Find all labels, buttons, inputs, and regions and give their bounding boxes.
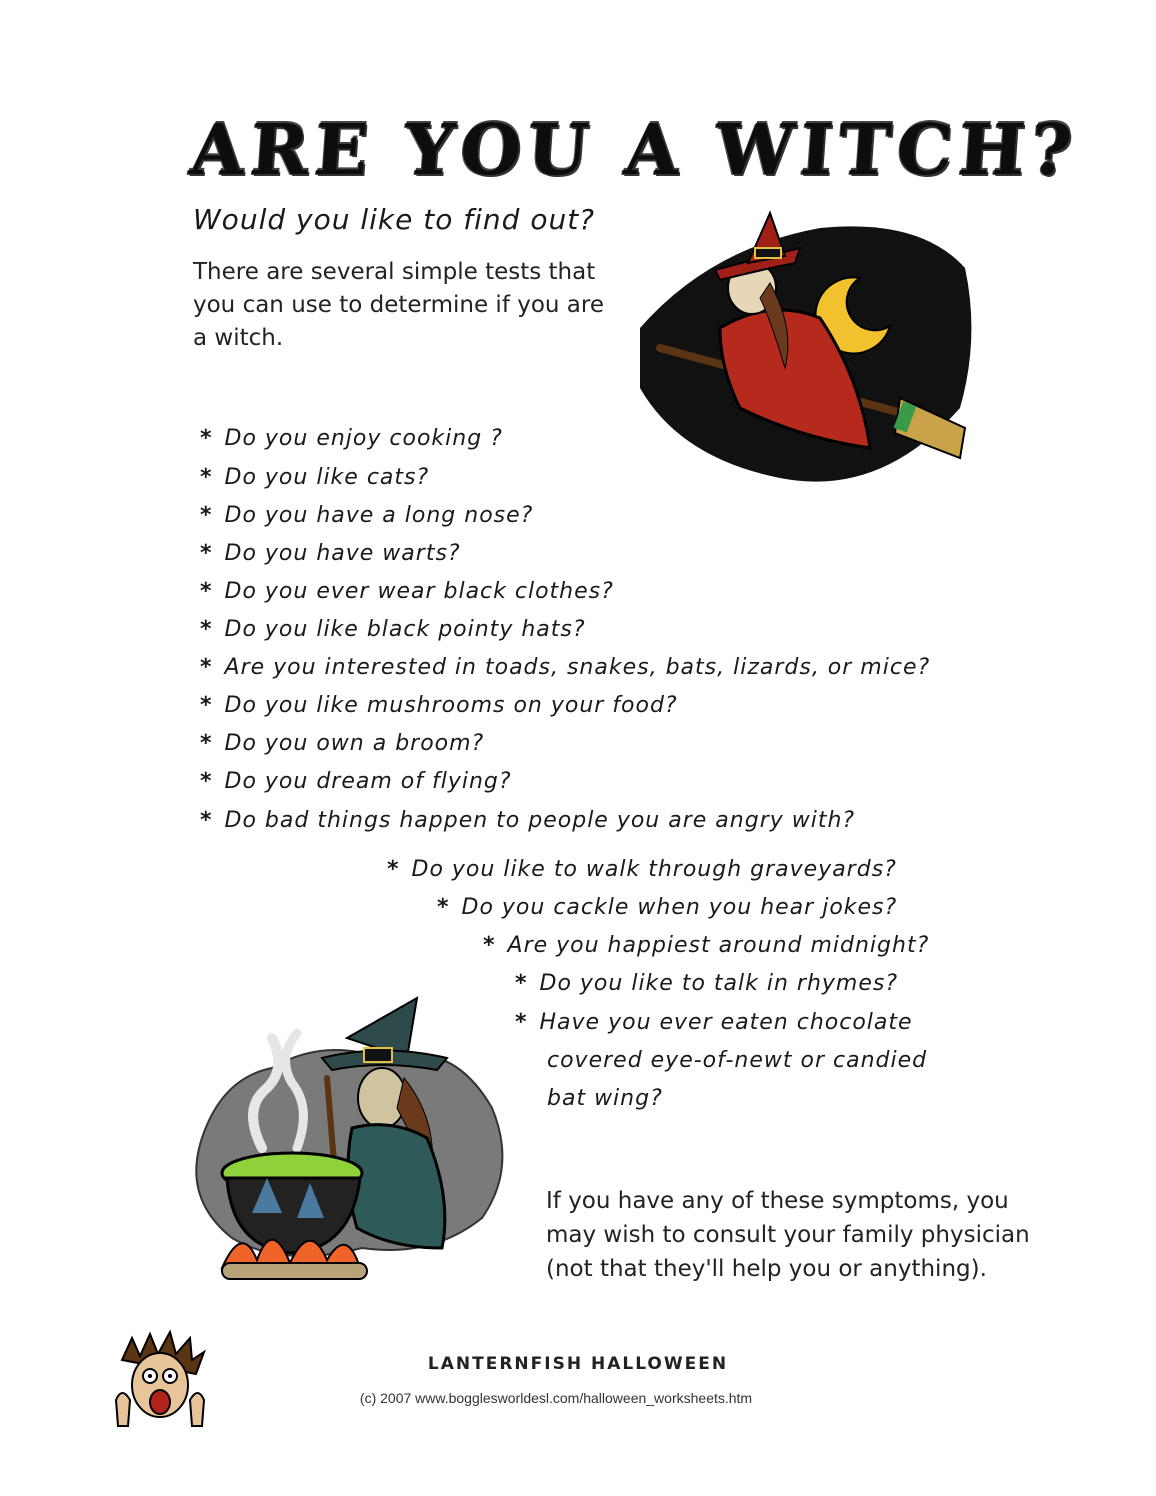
cauldron-witch-illustration — [182, 998, 517, 1300]
list-item: * Do you like cats? — [200, 465, 430, 490]
screaming-face-icon — [112, 1330, 208, 1432]
list-item: * Do you have a long nose? — [200, 503, 534, 528]
list-item: * Do you like to talk in rhymes? — [515, 971, 899, 996]
list-item: * Do you own a broom? — [200, 731, 485, 756]
list-item: * Do you like mushrooms on your food? — [200, 693, 678, 718]
subtitle: Would you like to find out? — [193, 203, 596, 236]
list-item: * Do you ever wear black clothes? — [200, 579, 614, 604]
list-item: * Are you happiest around midnight? — [483, 933, 930, 958]
list-item: * Do you like to walk through graveyards? — [387, 857, 897, 882]
list-item: * Do bad things happen to people you are angry with? — [200, 808, 856, 833]
brand-logo-text: LANTERNFISH HALLOWEEN — [427, 1354, 729, 1374]
closing-paragraph: If you have any of these symptoms, you may wish to consult your family physician (not that they'll help you or anything). — [546, 1188, 1030, 1282]
list-item: * Do you cackle when you hear jokes? — [437, 895, 898, 920]
list-item-continuation: covered eye-of-newt or candied — [547, 1048, 928, 1073]
witch-face — [358, 1068, 406, 1128]
list-item-continuation: bat wing? — [547, 1086, 663, 1111]
list-item: * Do you have warts? — [200, 541, 461, 566]
intro-paragraph: There are several simple tests that you can use to determine if you are a witch. — [193, 259, 604, 351]
witch-robe — [348, 1125, 445, 1248]
list-item: * Have you ever eaten chocolate — [515, 1010, 913, 1035]
list-item: * Are you interested in toads, snakes, bats, lizards, or mice? — [200, 655, 931, 680]
copyright-link[interactable]: (c) 2007 www.bogglesworldesl.com/halloween_worksheets.htm — [359, 1390, 753, 1406]
flying-witch-illustration — [620, 208, 985, 510]
page-title: ARE YOU A WITCH? — [187, 108, 1081, 191]
list-item: * Do you enjoy cooking ? — [200, 426, 503, 451]
list-item: * Do you dream of flying? — [200, 769, 512, 794]
list-item: * Do you like black pointy hats? — [200, 617, 586, 642]
firewood — [222, 1263, 367, 1279]
